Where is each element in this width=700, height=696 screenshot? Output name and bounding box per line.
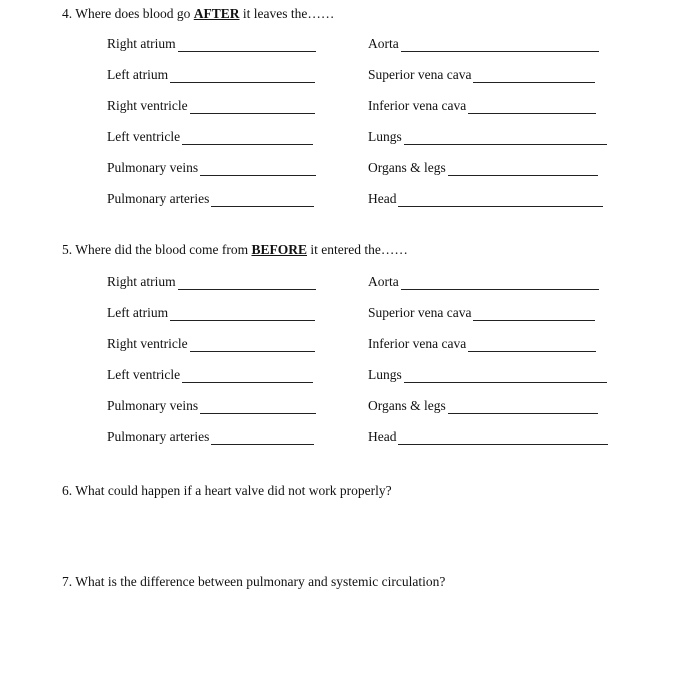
answer-blank[interactable] (398, 194, 603, 207)
answer-blank[interactable] (170, 308, 315, 321)
item-label: Lungs (368, 367, 402, 382)
answer-blank[interactable] (473, 308, 595, 321)
answer-blank[interactable] (473, 70, 595, 83)
question-7: 7. What is the difference between pulmonary and systemic circulation? (62, 574, 446, 589)
question-5-heading (62, 242, 408, 258)
item-label: Organs & legs (368, 398, 446, 413)
question-4-prefix: Where does blood go (75, 6, 191, 21)
item-label: Head (368, 429, 397, 444)
answer-blank[interactable] (200, 401, 316, 414)
q5-item-left-atrium (107, 305, 315, 321)
answer-blank[interactable] (170, 70, 315, 83)
q5-item-inferior-vena-cava (368, 336, 596, 352)
item-label: Right atrium (107, 36, 176, 51)
q4-item-organs-legs (368, 160, 598, 176)
question-5-number: 5. (62, 242, 73, 257)
item-label: Right ventricle (107, 98, 188, 113)
answer-blank[interactable] (190, 339, 315, 352)
item-label: Head (368, 191, 397, 206)
q5-item-lungs (368, 367, 607, 383)
item-label: Aorta (368, 274, 399, 289)
item-label: Left ventricle (107, 129, 181, 144)
q4-item-right-atrium (107, 36, 316, 52)
answer-blank[interactable] (468, 101, 596, 114)
answer-blank[interactable] (448, 401, 598, 414)
q4-item-head (368, 191, 603, 207)
answer-blank[interactable] (448, 163, 598, 176)
q5-item-left-ventricle (107, 367, 313, 383)
item-label: Superior vena cava (368, 305, 472, 320)
q4-item-superior-vena-cava (368, 67, 595, 83)
q5-item-superior-vena-cava (368, 305, 595, 321)
item-label: Aorta (368, 36, 399, 51)
question-6: 6. What could happen if a heart valve did not work properly? (62, 483, 392, 498)
answer-blank[interactable] (404, 370, 607, 383)
q4-item-left-atrium (107, 67, 315, 83)
q5-item-aorta (368, 274, 599, 290)
q5-item-head (368, 429, 608, 445)
question-4-keyword: AFTER (193, 6, 240, 21)
q4-item-right-ventricle (107, 98, 315, 114)
q5-item-pulmonary-arteries (107, 429, 314, 445)
answer-blank[interactable] (468, 339, 596, 352)
question-4-heading (62, 6, 334, 22)
item-label: Inferior vena cava (368, 98, 467, 113)
question-4-suffix: it leaves the…… (242, 6, 335, 21)
q4-item-pulmonary-arteries (107, 191, 314, 207)
answer-blank[interactable] (398, 432, 608, 445)
item-label: Left atrium (107, 305, 169, 320)
item-label: Organs & legs (368, 160, 446, 175)
item-label: Pulmonary veins (107, 160, 199, 175)
q5-item-right-atrium (107, 274, 316, 290)
question-4-number: 4. (62, 6, 73, 21)
q4-item-aorta (368, 36, 599, 52)
item-label: Right atrium (107, 274, 176, 289)
item-label: Superior vena cava (368, 67, 472, 82)
q5-item-right-ventricle (107, 336, 315, 352)
answer-blank[interactable] (178, 277, 316, 290)
item-label: Right ventricle (107, 336, 188, 351)
answer-blank[interactable] (401, 277, 599, 290)
q5-item-pulmonary-veins (107, 398, 316, 414)
answer-blank[interactable] (404, 132, 607, 145)
q5-item-organs-legs (368, 398, 598, 414)
q4-item-inferior-vena-cava (368, 98, 596, 114)
item-label: Lungs (368, 129, 402, 144)
answer-blank[interactable] (211, 432, 314, 445)
item-label: Pulmonary veins (107, 398, 199, 413)
answer-blank[interactable] (182, 370, 313, 383)
question-5-prefix: Where did the blood come from (75, 242, 249, 257)
item-label: Pulmonary arteries (107, 191, 210, 206)
question-5-suffix: it entered the…… (310, 242, 408, 257)
answer-blank[interactable] (178, 39, 316, 52)
item-label: Pulmonary arteries (107, 429, 210, 444)
q4-item-left-ventricle (107, 129, 313, 145)
question-5-keyword: BEFORE (251, 242, 307, 257)
answer-blank[interactable] (190, 101, 315, 114)
item-label: Left ventricle (107, 367, 181, 382)
q4-item-lungs (368, 129, 607, 145)
q4-item-pulmonary-veins (107, 160, 316, 176)
answer-blank[interactable] (200, 163, 316, 176)
item-label: Left atrium (107, 67, 169, 82)
answer-blank[interactable] (182, 132, 313, 145)
answer-blank[interactable] (211, 194, 314, 207)
answer-blank[interactable] (401, 39, 599, 52)
item-label: Inferior vena cava (368, 336, 467, 351)
